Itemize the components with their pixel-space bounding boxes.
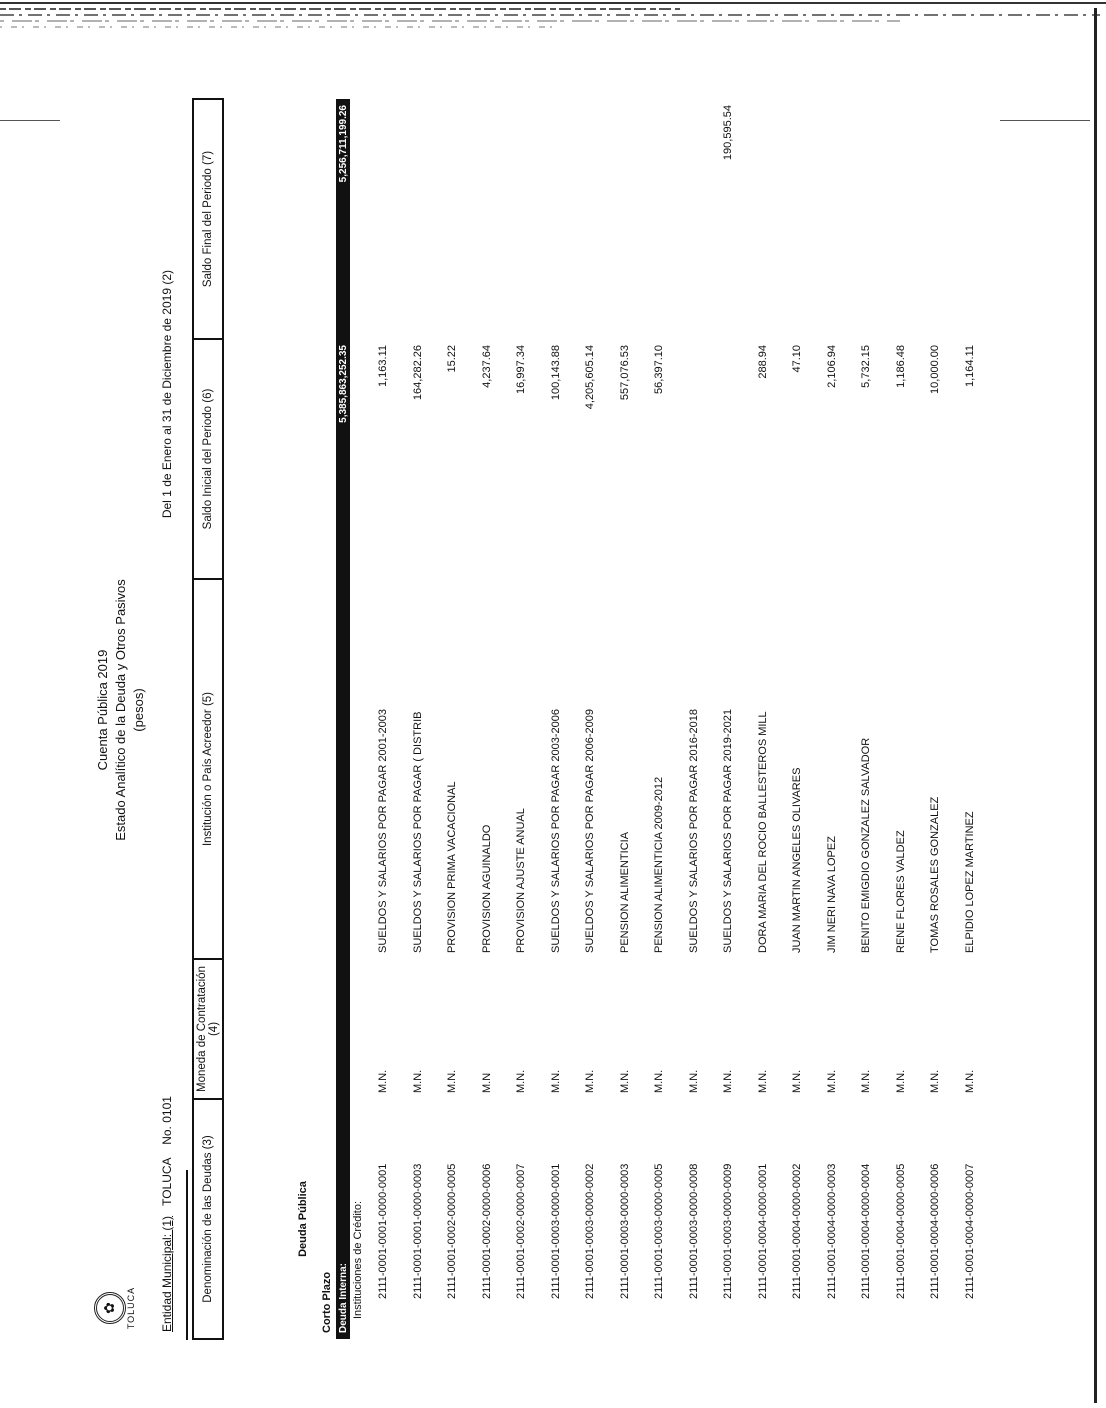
header-rule <box>186 1170 188 1340</box>
row-final-balance <box>746 99 781 339</box>
table-row <box>435 99 470 1339</box>
document-header <box>90 100 185 1340</box>
col-saldo-inicial: Saldo Inicial del Periodo (6) <box>193 339 223 579</box>
document-titles <box>94 500 148 920</box>
scan-mark <box>1000 120 1090 121</box>
entity-number: No. 0101 <box>160 1096 174 1145</box>
rotated-page <box>90 100 976 1340</box>
deuda-interna-row: Deuda Interna: 5,385,863,252.35 5,256,711,199.26 <box>336 99 350 1339</box>
row-creditor: SUELDOS Y SALARIOS POR PAGAR ( DISTRIB <box>411 711 424 953</box>
row-code: 2111-0001-0004-0000-0005 <box>894 1163 907 1299</box>
table-row <box>918 99 953 1339</box>
table-row <box>642 99 677 1339</box>
row-initial-balance: 47.10 <box>791 345 804 373</box>
row-initial-balance: 557,076.53 <box>618 345 631 401</box>
row-final-balance <box>573 99 608 339</box>
col-institucion: Institución o País Acreedor (5) <box>193 579 223 959</box>
row-currency: M.N. <box>411 1069 424 1093</box>
row-creditor: PROVISION AGUINALDO <box>480 824 493 953</box>
row-initial-balance: 1,163.11 <box>377 345 390 388</box>
row-final-balance <box>539 99 574 339</box>
row-code: 2111-0001-0004-0000-0003 <box>825 1163 838 1299</box>
row-creditor: JIM NERI NAVA LOPEZ <box>825 836 838 953</box>
row-final-balance <box>780 99 815 339</box>
row-code: 2111-0001-0003-0000-0008 <box>687 1163 700 1299</box>
row-creditor: PENSION ALIMENTICIA <box>618 831 631 953</box>
entity-label: Entidad Municipal: (1) <box>160 1215 174 1332</box>
scan-noise <box>0 0 1106 42</box>
row-creditor: BENITO EMIGDIO GONZALEZ SALVADOR <box>860 737 873 953</box>
table-row <box>711 99 746 1339</box>
row-creditor: PENSION ALIMENTICIA 2009-2012 <box>653 776 666 953</box>
row-code: 2111-0001-0004-0000-0006 <box>929 1163 942 1299</box>
table-header <box>193 99 223 1339</box>
row-final-balance <box>953 99 988 339</box>
row-code: 2111-0001-0003-0000-0002 <box>584 1163 597 1299</box>
table-row <box>953 99 988 1339</box>
row-initial-balance: 164,282.26 <box>411 345 424 401</box>
table-row <box>780 99 815 1339</box>
row-final-balance <box>401 99 436 339</box>
row-initial-balance: 5,732.15 <box>860 345 873 388</box>
row-code: 2111-0001-0001-0000-0001 <box>377 1163 390 1299</box>
row-initial-balance: 288.94 <box>756 345 769 379</box>
table-row <box>401 99 436 1339</box>
total-final: 5,256,711,199.26 <box>336 99 350 339</box>
row-currency: M.N. <box>825 1069 838 1093</box>
col-moneda: Moneda de Contratación (4) <box>193 959 223 1099</box>
row-currency: M.N. <box>894 1069 907 1093</box>
row-initial-balance: 4,205,605.14 <box>584 345 597 410</box>
row-creditor: SUELDOS Y SALARIOS POR PAGAR 2019-2021 <box>722 709 735 953</box>
row-currency: M.N. <box>791 1069 804 1093</box>
row-currency: M.N. <box>515 1069 528 1093</box>
row-currency: M.N. <box>446 1069 459 1093</box>
row-currency: M.N. <box>963 1069 976 1093</box>
table-row <box>677 99 712 1339</box>
table-row <box>849 99 884 1339</box>
table-row <box>884 99 919 1339</box>
table-row <box>746 99 781 1339</box>
col-saldo-final: Saldo Final del Periodo (7) <box>193 99 223 339</box>
row-currency: M.N. <box>756 1069 769 1093</box>
col-denominacion: Denominación de las Deudas (3) <box>193 1099 223 1339</box>
table-row <box>573 99 608 1339</box>
row-currency: M.N. <box>687 1069 700 1093</box>
row-currency: M.N <box>480 1072 493 1093</box>
entity-name: TOLUCA <box>160 1158 174 1206</box>
table-row <box>470 99 505 1339</box>
row-currency: M.N. <box>653 1069 666 1093</box>
total-initial: 5,385,863,252.35 <box>336 339 350 579</box>
table-row <box>539 99 574 1339</box>
row-creditor: PROVISION PRIMA VACACIONAL <box>446 781 459 953</box>
period-line: Del 1 de Enero al 31 de Diciembre de 2019 (2) <box>160 270 174 519</box>
row-creditor: SUELDOS Y SALARIOS POR PAGAR 2006-2009 <box>584 709 597 953</box>
row-code: 2111-0001-0002-0000-0006 <box>480 1163 493 1299</box>
row-initial-balance: 15.22 <box>446 345 459 373</box>
row-code: 2111-0001-0004-0000-0002 <box>791 1163 804 1299</box>
row-code: 2111-0001-0003-0000-0003 <box>618 1163 631 1299</box>
row-currency: M.N. <box>929 1069 942 1093</box>
row-final-balance <box>504 99 539 339</box>
row-initial-balance <box>711 339 746 579</box>
debt-table <box>192 98 987 1340</box>
row-code: 2111-0001-0003-0000-0001 <box>549 1163 562 1299</box>
row-creditor: DORA MARIA DEL ROCIO BALLESTEROS MILL <box>756 711 769 953</box>
row-creditor: TOMAS ROSALES GONZALEZ <box>929 796 942 953</box>
row-creditor: JUAN MARTIN ANGELES OLIVARES <box>791 767 804 953</box>
row-initial-balance: 10,000.00 <box>929 345 942 394</box>
row-initial-balance: 100,143.88 <box>549 345 562 401</box>
row-initial-balance: 56,397.10 <box>653 345 666 394</box>
row-final-balance <box>642 99 677 339</box>
row-code: 2111-0001-0004-0000-0001 <box>756 1163 769 1299</box>
row-currency: M.N. <box>860 1069 873 1093</box>
row-code: 2111-0001-0003-0000-0009 <box>722 1163 735 1299</box>
row-code: 2111-0001-0002-0000-0007 <box>515 1163 528 1299</box>
toluca-seal-icon: ✿ TOLUCA <box>94 1286 144 1330</box>
section-instituciones: Instituciones de Crédito: <box>352 1200 364 1319</box>
page-edge <box>1094 8 1097 1403</box>
row-final-balance <box>849 99 884 339</box>
row-currency: M.N. <box>722 1069 735 1093</box>
row-final-balance <box>435 99 470 339</box>
table-row <box>608 99 643 1339</box>
row-code: 2111-0001-0003-0000-0005 <box>653 1163 666 1299</box>
row-final-balance <box>366 99 401 339</box>
row-initial-balance: 16,997.34 <box>515 345 528 394</box>
row-creditor: RENE FLORES VALDEZ <box>894 830 907 953</box>
row-currency: M.N. <box>618 1069 631 1093</box>
row-initial-balance <box>677 339 712 579</box>
table-row <box>504 99 539 1339</box>
table-row <box>366 99 401 1339</box>
row-currency: M.N. <box>584 1069 597 1093</box>
row-initial-balance: 1,186.48 <box>894 345 907 388</box>
row-initial-balance: 4,237.64 <box>480 345 493 388</box>
row-final-balance <box>815 99 850 339</box>
row-creditor: SUELDOS Y SALARIOS POR PAGAR 2001-2003 <box>377 709 390 953</box>
row-final-balance <box>918 99 953 339</box>
row-code: 2111-0001-0001-0000-0003 <box>411 1163 424 1299</box>
row-final-balance <box>677 99 712 339</box>
row-final-balance <box>884 99 919 339</box>
section-deuda-publica: Deuda Pública <box>297 1181 309 1257</box>
row-code: 2111-0001-0004-0000-0007 <box>963 1163 976 1299</box>
row-creditor: SUELDOS Y SALARIOS POR PAGAR 2016-2018 <box>687 709 700 953</box>
row-final-balance <box>608 99 643 339</box>
table-row <box>815 99 850 1339</box>
row-code: 2111-0001-0002-0000-0005 <box>446 1163 459 1299</box>
entity-line <box>160 1096 174 1332</box>
row-initial-balance: 1,164.11 <box>963 345 976 388</box>
title-line-3: (pesos) <box>131 688 146 732</box>
section-corto-plazo: Corto Plazo <box>321 1271 333 1333</box>
row-creditor: PROVISION AJUSTE ANUAL <box>515 808 528 953</box>
row-creditor: SUELDOS Y SALARIOS POR PAGAR 2003-2006 <box>549 709 562 953</box>
row-code: 2111-0001-0004-0000-0004 <box>860 1163 873 1299</box>
row-currency: M.N. <box>549 1069 562 1093</box>
row-final-balance <box>470 99 505 339</box>
title-line-2: Estado Analítico de la Deuda y Otros Pasivos <box>113 579 128 841</box>
scan-mark <box>0 120 60 121</box>
row-currency: M.N. <box>377 1069 390 1093</box>
row-creditor: ELPIDIO LOPEZ MARTINEZ <box>963 811 976 953</box>
row-initial-balance: 2,106.94 <box>825 345 838 388</box>
row-final-balance: 190,595.54 <box>722 105 735 161</box>
title-line-1: Cuenta Pública 2019 <box>95 649 110 771</box>
